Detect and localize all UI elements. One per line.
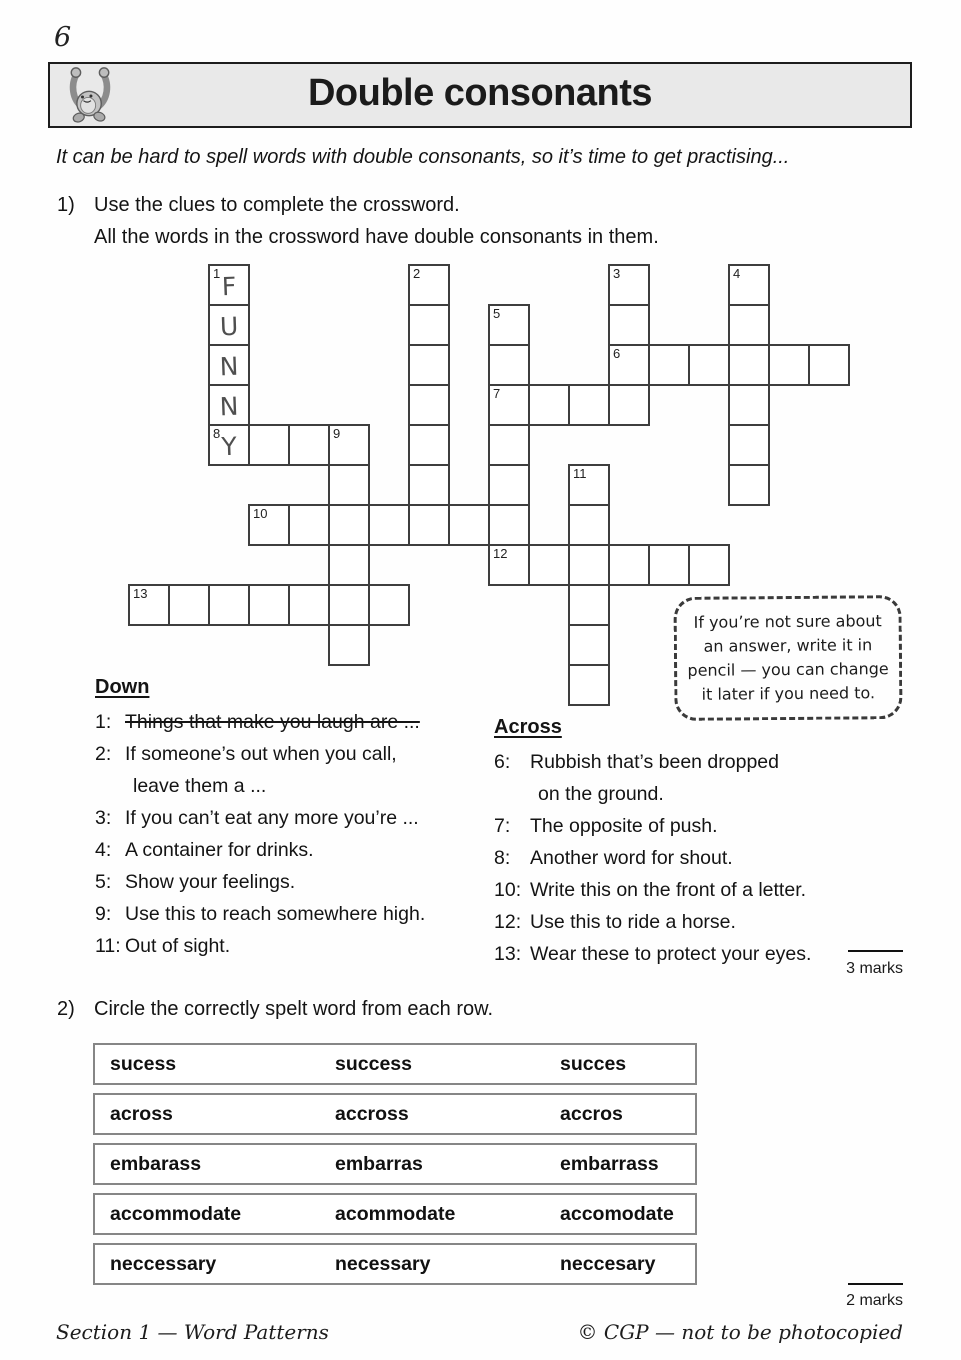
clue-row (494, 810, 924, 842)
crossword-cell (448, 504, 490, 546)
word-option: accommodate (110, 1202, 242, 1225)
crossword-cell (688, 344, 730, 386)
crossword-cell (728, 464, 770, 506)
crossword-cell (248, 584, 290, 626)
crossword-cell (408, 304, 450, 346)
crossword-cell (408, 424, 450, 466)
crossword-cell (248, 504, 290, 546)
q2-prompt: Circle the correctly spelt word from each row. (94, 998, 494, 1020)
crossword-cell (528, 544, 570, 586)
clue-number: 4: (95, 839, 112, 861)
clue-row (494, 906, 924, 938)
clue-row (95, 770, 485, 802)
page-title: Double consonants (307, 72, 653, 114)
footer-section-title: Section 1 — Word Patterns (56, 1320, 329, 1344)
crossword-cell (488, 344, 530, 386)
crossword-cell (408, 464, 450, 506)
crossword-cell (208, 344, 250, 386)
cell-number: 3 (613, 266, 621, 281)
clue-row (494, 842, 924, 874)
clue-number: 11: (95, 935, 121, 957)
pencil-note (673, 595, 902, 721)
word-option: necessary (335, 1252, 431, 1275)
clue-text: Things that make you laugh are ... (125, 711, 420, 733)
q1-instruction-1: Use the clues to complete the crossword. (94, 194, 460, 216)
crossword-cell (688, 544, 730, 586)
clue-text: leave them a ... (133, 775, 267, 797)
clue-number: 5: (95, 871, 112, 893)
note-line: it later if you need to. (701, 683, 876, 704)
crossword-cell (488, 424, 530, 466)
word-option: success (335, 1052, 412, 1075)
clue-number: 3: (95, 807, 112, 829)
clue-text: A container for drinks. (125, 839, 314, 861)
page-number: 6 (54, 22, 72, 53)
cell-letter: F (221, 271, 237, 302)
clue-text: on the ground. (538, 783, 664, 805)
crossword-cell (568, 624, 610, 666)
clue-row (494, 746, 924, 778)
word-option: sucess (110, 1052, 177, 1075)
crossword-cell (608, 264, 650, 306)
crossword-cell (328, 584, 370, 626)
word-option: neccesary (560, 1252, 656, 1275)
clue-number: 10: (494, 879, 522, 901)
crossword-cell (288, 504, 330, 546)
crossword-cell (608, 544, 650, 586)
cell-number: 12 (493, 546, 508, 561)
crossword-cell (528, 384, 570, 426)
marks-line-q1 (848, 950, 903, 952)
footer-copyright: © CGP — not to be photocopied (577, 1320, 903, 1344)
crossword-cell (568, 384, 610, 426)
crossword-cell (328, 424, 370, 466)
clue-row (95, 930, 485, 962)
cell-letter: Y (220, 431, 238, 462)
intro-text: It can be hard to spell words with double consonants, so it’s time to get practising... (56, 146, 790, 168)
cell-number: 4 (733, 266, 741, 281)
clue-number: 7: (494, 815, 511, 837)
crossword-cell (208, 304, 250, 346)
crossword-cell (368, 584, 410, 626)
crossword-cell (408, 384, 450, 426)
clue-row (494, 778, 924, 810)
crossword-cell (208, 384, 250, 426)
cell-number: 11 (573, 466, 587, 481)
word-table (93, 1043, 697, 1293)
q2-label: 2) (57, 998, 75, 1020)
cell-number: 8 (213, 426, 221, 441)
clue-number (95, 770, 125, 802)
crossword-cell (328, 504, 370, 546)
clue-number: 9: (95, 903, 112, 925)
clue-number: 13: (494, 943, 522, 965)
clue-text: The opposite of push. (530, 815, 718, 837)
down-clues-block (95, 674, 485, 962)
clue-text: If you can’t eat any more you’re ... (125, 807, 419, 829)
note-line: an answer, write it in (703, 635, 873, 656)
across-heading: Across (494, 716, 562, 738)
crossword-cell (488, 304, 530, 346)
q1-label: 1) (57, 194, 75, 216)
clue-row (95, 706, 485, 738)
clue-row (95, 866, 485, 898)
clue-number: 12: (494, 911, 522, 933)
clue-text: Use this to reach somewhere high. (125, 903, 426, 925)
cell-number: 1 (213, 266, 221, 281)
marks-label-q1: 3 marks (846, 960, 903, 977)
across-clues-list (494, 746, 924, 970)
word-option: accros (560, 1102, 623, 1125)
cell-number: 6 (613, 346, 621, 361)
crossword-cell (168, 584, 210, 626)
crossword-cell (568, 544, 610, 586)
cell-letter: U (219, 311, 239, 342)
clue-row (95, 738, 485, 770)
crossword-cell (648, 344, 690, 386)
crossword-cell (728, 264, 770, 306)
crossword-cell (288, 424, 330, 466)
cell-number: 2 (413, 266, 421, 281)
clue-text: Rubbish that’s been dropped (530, 751, 779, 773)
word-row (93, 1243, 697, 1285)
clue-number: 6: (494, 751, 511, 773)
crossword-cell (728, 384, 770, 426)
clue-text: Out of sight. (125, 935, 231, 957)
clue-text: Wear these to protect your eyes. (530, 943, 812, 965)
crossword-cell (328, 544, 370, 586)
cell-number: 7 (493, 386, 501, 401)
word-option: accross (335, 1102, 409, 1125)
across-clues-block (494, 714, 924, 970)
crossword-cell (128, 584, 170, 626)
crossword-cell (488, 544, 530, 586)
clue-number (494, 778, 530, 810)
crossword-cell (408, 504, 450, 546)
word-option: across (110, 1102, 173, 1125)
word-option: embarass (110, 1152, 202, 1175)
clue-number: 2: (95, 743, 112, 765)
crossword-cell (328, 464, 370, 506)
cell-number: 13 (133, 586, 148, 601)
clue-row (494, 874, 924, 906)
crossword-cell (488, 384, 530, 426)
cell-number: 10 (253, 506, 268, 521)
crossword-cell (728, 424, 770, 466)
cell-letter: N (219, 351, 239, 382)
crossword-cell (568, 504, 610, 546)
word-row (93, 1043, 697, 1085)
marks-line-q2 (848, 1283, 903, 1285)
crossword-cell (608, 304, 650, 346)
crossword-cell (568, 464, 610, 506)
clue-text: If someone’s out when you call, (125, 743, 397, 765)
clue-row (95, 802, 485, 834)
crossword-cell (728, 304, 770, 346)
down-heading: Down (95, 676, 150, 698)
crossword-cell (728, 344, 770, 386)
word-row (93, 1143, 697, 1185)
clue-text: Write this on the front of a letter. (530, 879, 807, 901)
crossword-cell (408, 264, 450, 306)
clue-row (95, 834, 485, 866)
note-line: pencil — you can change (687, 659, 889, 680)
crossword-cell (768, 344, 810, 386)
cell-letter: N (219, 391, 239, 422)
crossword-cell (488, 504, 530, 546)
note-line: If you’re not sure about (693, 611, 882, 632)
crossword-cell (568, 664, 610, 706)
marks-label-q2: 2 marks (846, 1292, 903, 1309)
word-option: succes (560, 1052, 627, 1075)
crossword-cell (608, 384, 650, 426)
cell-number: 5 (493, 306, 501, 321)
crossword-cell (568, 584, 610, 626)
clue-number: 8: (494, 847, 511, 869)
clue-text: Show your feelings. (125, 871, 296, 893)
clue-number: 1: (95, 711, 112, 733)
word-option: accomodate (560, 1202, 674, 1225)
word-option: embarras (335, 1152, 423, 1175)
word-option: acommodate (335, 1202, 456, 1225)
crossword-cell (328, 624, 370, 666)
crossword-cell (808, 344, 850, 386)
crossword-cell (248, 424, 290, 466)
crossword-cell (408, 344, 450, 386)
word-option: embarrass (560, 1152, 659, 1175)
crossword-cell (288, 584, 330, 626)
crossword-cell (368, 504, 410, 546)
q1-instruction-2: All the words in the crossword have double consonants in them. (94, 226, 659, 248)
word-row (93, 1193, 697, 1235)
crossword-cell (608, 344, 650, 386)
word-row (93, 1093, 697, 1135)
word-option: neccessary (110, 1252, 217, 1275)
crossword-cell (648, 544, 690, 586)
crossword-cell (208, 424, 250, 466)
down-clues-list (95, 706, 485, 962)
header-banner (48, 62, 912, 128)
cell-number: 9 (333, 426, 341, 441)
clue-text: Use this to ride a horse. (530, 911, 736, 933)
clue-text: Another word for shout. (530, 847, 733, 869)
crossword-cell (208, 584, 250, 626)
clue-row (95, 898, 485, 930)
crossword-cell (488, 464, 530, 506)
crossword-cell (208, 264, 250, 306)
